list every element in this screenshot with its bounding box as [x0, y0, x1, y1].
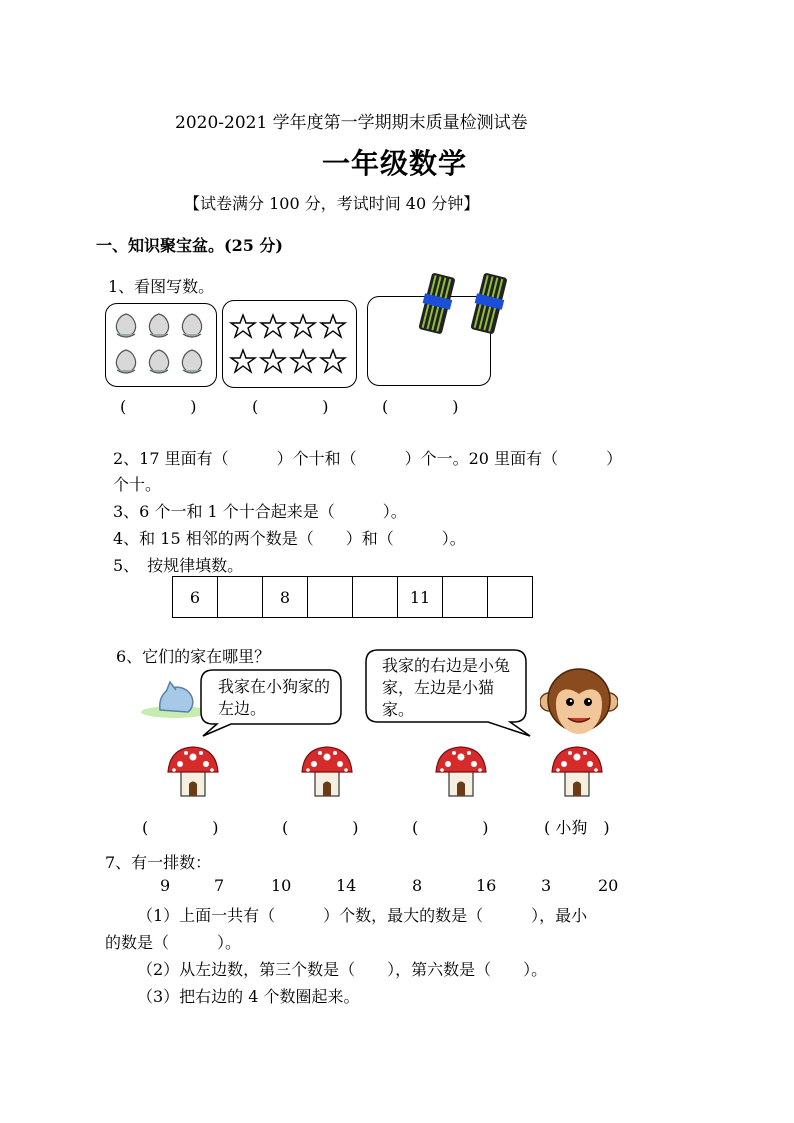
peach-icon: [116, 314, 201, 373]
sequence-cell[interactable]: [353, 577, 398, 618]
exam-subtitle: 2020-2021 学年度第一学期期末质量检测试卷: [175, 113, 528, 133]
mushroom-house-icon: [550, 744, 604, 798]
sequence-cell[interactable]: [218, 577, 263, 618]
sequence-table: [172, 576, 533, 618]
number-item: 8: [412, 876, 423, 895]
mushroom-house-icon: [434, 744, 488, 798]
q6-label: 6、它们的家在哪里？: [116, 647, 271, 666]
q7-sub1-line1: （1）上面一共有（ ）个数，最大的数是（ ），最小: [137, 906, 588, 925]
q5-label: 5、 按规律填数。: [113, 556, 244, 575]
number-item: 3: [541, 876, 552, 895]
bubble-right-text: 我家的右边是小兔家，左边是小猫家。: [382, 656, 511, 719]
q7-sub1-line2: 的数是（ ）。: [105, 933, 242, 952]
stars-illustration: [223, 301, 356, 387]
number-item: 20: [598, 876, 619, 895]
sequence-cell[interactable]: [488, 577, 533, 618]
number-item: 16: [476, 876, 497, 895]
peaches-illustration: [106, 304, 216, 386]
sequence-cell[interactable]: 11: [398, 577, 443, 618]
number-item: 9: [160, 876, 171, 895]
mushroom-house-icon: [300, 744, 354, 798]
number-item: 14: [336, 876, 357, 895]
number-item: 7: [214, 876, 225, 895]
exam-title: 一年级数学: [322, 147, 468, 180]
bubble-left-text: 我家在小狗家的左边。: [218, 677, 331, 718]
q6-answer-3[interactable]: ( ): [412, 818, 489, 837]
q6-answer-4: ( 小狗 ): [544, 818, 610, 837]
section-heading: 一、知识聚宝盆。(25 分): [96, 236, 283, 255]
q7-sub2: （2）从左边数，第三个数是（ ），第六数是（ ）。: [137, 960, 548, 979]
q4-text: 4、和 15 相邻的两个数是（ ）和（ ）。: [113, 529, 466, 548]
star-box: [222, 300, 357, 388]
q2-line2: 个十。: [113, 475, 162, 494]
stick-bundles-icon: [415, 268, 525, 338]
q2-line1: 2、17 里面有（ ）个十和（ ）个一。20 里面有（ ）: [113, 449, 623, 468]
q6-answer-2[interactable]: ( ): [282, 818, 359, 837]
sequence-cell[interactable]: 8: [263, 577, 308, 618]
peach-box: [105, 303, 217, 387]
q1-answer-3[interactable]: ( ): [382, 397, 459, 416]
q1-label: 1、看图写数。: [108, 277, 215, 296]
q7-label: 7、有一排数：: [105, 853, 212, 872]
sequence-cell[interactable]: [443, 577, 488, 618]
mushroom-house-icon: [166, 744, 220, 798]
exam-note: 【试卷满分 100 分，考试时间 40 分钟】: [184, 194, 480, 213]
q1-answer-2[interactable]: ( ): [252, 397, 329, 416]
q7-sub3: （3）把右边的 4 个数圈起来。: [137, 987, 360, 1006]
q3-text: 3、6 个一和 1 个十合起来是（ ）。: [113, 502, 407, 521]
star-icon: [231, 315, 345, 372]
q1-answer-1[interactable]: ( ): [120, 397, 197, 416]
monkey-icon: [540, 664, 618, 740]
sequence-cell[interactable]: 6: [173, 577, 218, 618]
q6-answer-1[interactable]: ( ): [142, 818, 219, 837]
number-item: 10: [271, 876, 292, 895]
sequence-cell[interactable]: [308, 577, 353, 618]
